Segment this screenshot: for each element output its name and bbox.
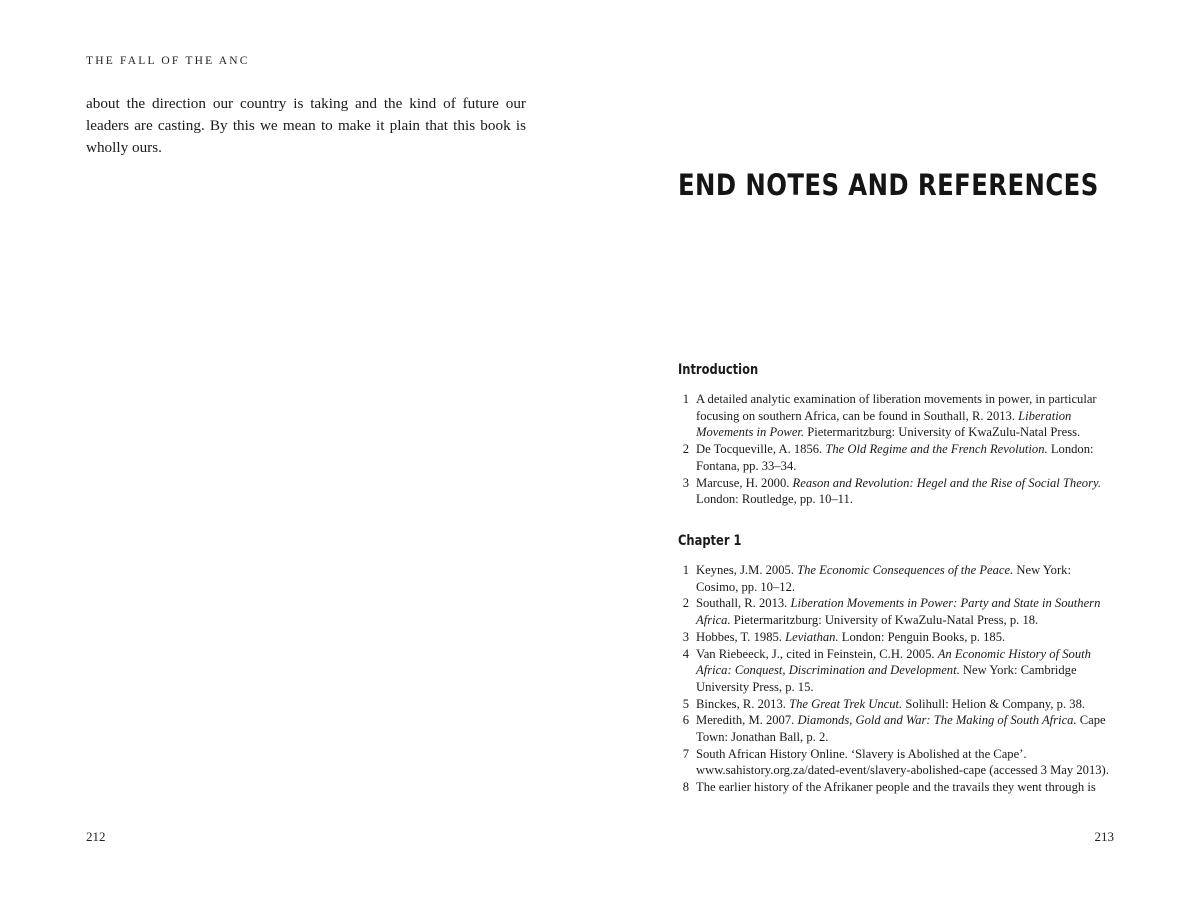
endnote-text: [696, 391, 1114, 441]
endnote-text: [696, 746, 1114, 779]
endnote-segment: Hobbes, T. 1985.: [696, 629, 786, 644]
endnote-number: 8: [682, 780, 689, 795]
endnote-segment: Marcuse, H. 2000.: [696, 475, 793, 490]
endnote-number: 3: [682, 629, 689, 644]
endnote-text: [696, 562, 1114, 595]
endnote-segment: London: Fontana, pp. 33–34.: [696, 442, 1094, 473]
endnote-segment: Cape Town: Jonathan Ball, p. 2.: [696, 713, 1106, 745]
page-number-left: 212: [86, 829, 106, 844]
endnote-number: 4: [682, 646, 689, 661]
endnote: [678, 475, 1114, 508]
notes-list-introduction: [678, 391, 1114, 508]
running-head: THE FALL OF THE ANC: [86, 55, 250, 67]
endnote-text: [696, 441, 1114, 474]
endnote: [678, 646, 1114, 696]
notes-list-chapter-1: [678, 562, 1114, 796]
endnote-text: [696, 595, 1114, 628]
endnote: [678, 441, 1114, 474]
endnote-segment: A detailed analytic examination of liberation movements in power, in particular focusing on southern Africa, can be found in Southall, R. 2013.: [696, 392, 1097, 423]
endnote-title-segment: The Great Trek Uncut.: [789, 696, 903, 711]
endnote-segment: Keynes, J.M. 2005.: [696, 563, 798, 577]
endnote: [678, 391, 1114, 441]
endnote-segment: Binckes, R. 2013.: [696, 696, 790, 711]
endnote-segment: New York: Cosimo, pp. 10–12.: [696, 563, 1071, 594]
right-page: [600, 0, 1200, 918]
body-paragraph: about the direction our country is taking and the kind of future our leaders are casting. By this we mean to make it plain that this book is wholly ours.: [86, 95, 526, 156]
endnote-segment: The earlier history of the Afrikaner people and the travails they went through is: [696, 780, 1096, 795]
endnote-segment: Solihull: Helion & Company, p. 38.: [902, 696, 1086, 711]
page-number-right: 213: [1094, 829, 1114, 844]
endnote: [678, 746, 1114, 779]
endnote-segment: Meredith, M. 2007.: [696, 713, 798, 728]
endnote-title-segment: Leviathan.: [785, 629, 839, 644]
endnote-segment: Pietermaritzburg: University of KwaZulu-Natal Press.: [804, 425, 1081, 440]
endnote-number: 2: [682, 442, 689, 457]
endnote-number: 1: [682, 392, 689, 406]
endnote-segment: South African History Online. ‘Slavery is Abolished at the Cape’. www.sahistory.org.za/dated-event/slavery-abolished-cape (accessed 3 May 2013).: [696, 746, 1109, 778]
endnote-number: 1: [682, 563, 689, 577]
endnote-title-segment: Liberation Movements in Power.: [696, 408, 1072, 440]
endnote-number: 2: [682, 596, 689, 611]
endnote: [678, 712, 1114, 745]
chapter-title: END NOTES AND REFERENCES: [678, 168, 1099, 202]
section-heading-chapter-1: Chapter 1: [678, 533, 742, 549]
endnote-text: [696, 779, 1114, 796]
endnote-segment: Southall, R. 2013.: [696, 596, 791, 611]
endnote-title-segment: Reason and Revolution: Hegel and the Rise of Social Theory.: [792, 475, 1102, 490]
endnote: [678, 696, 1114, 713]
endnote-segment: Pietermaritzburg: University of KwaZulu-Natal Press, p. 18.: [730, 613, 1039, 628]
endnote-title-segment: Liberation Movements in Power: Party and State in Southern Africa.: [696, 596, 1101, 628]
endnote-text: [696, 475, 1114, 508]
endnote-text: [696, 696, 1114, 713]
endnote-title-segment: An Economic History of South Africa: Conquest, Discrimination and Development.: [696, 646, 1091, 678]
endnote: [678, 629, 1114, 646]
endnote-title-segment: The Economic Consequences of the Peace.: [797, 563, 1014, 577]
endnote-segment: London: Penguin Books, p. 185.: [838, 629, 1006, 644]
section-heading-introduction: Introduction: [678, 362, 759, 378]
endnote-segment: Van Riebeeck, J., cited in Feinstein, C.H. 2005.: [696, 646, 938, 661]
endnote: [678, 779, 1114, 796]
endnote-text: [696, 629, 1114, 646]
endnote-number: 5: [682, 696, 689, 711]
endnote-number: 6: [682, 713, 689, 728]
endnote-number: 7: [682, 746, 689, 761]
endnote-text: [696, 712, 1114, 745]
endnote-segment: De Tocqueville, A. 1856.: [696, 442, 826, 457]
endnote: [678, 562, 1114, 595]
endnote-number: 3: [682, 475, 689, 490]
endnote-title-segment: Diamonds, Gold and War: The Making of South Africa.: [797, 713, 1077, 728]
endnote: [678, 595, 1114, 628]
endnote-segment: London: Routledge, pp. 10–11.: [696, 492, 853, 507]
endnote-text: [696, 646, 1114, 696]
endnote-title-segment: The Old Regime and the French Revolution.: [825, 442, 1048, 457]
endnote-segment: New York: Cambridge University Press, p. 15.: [696, 663, 1077, 694]
